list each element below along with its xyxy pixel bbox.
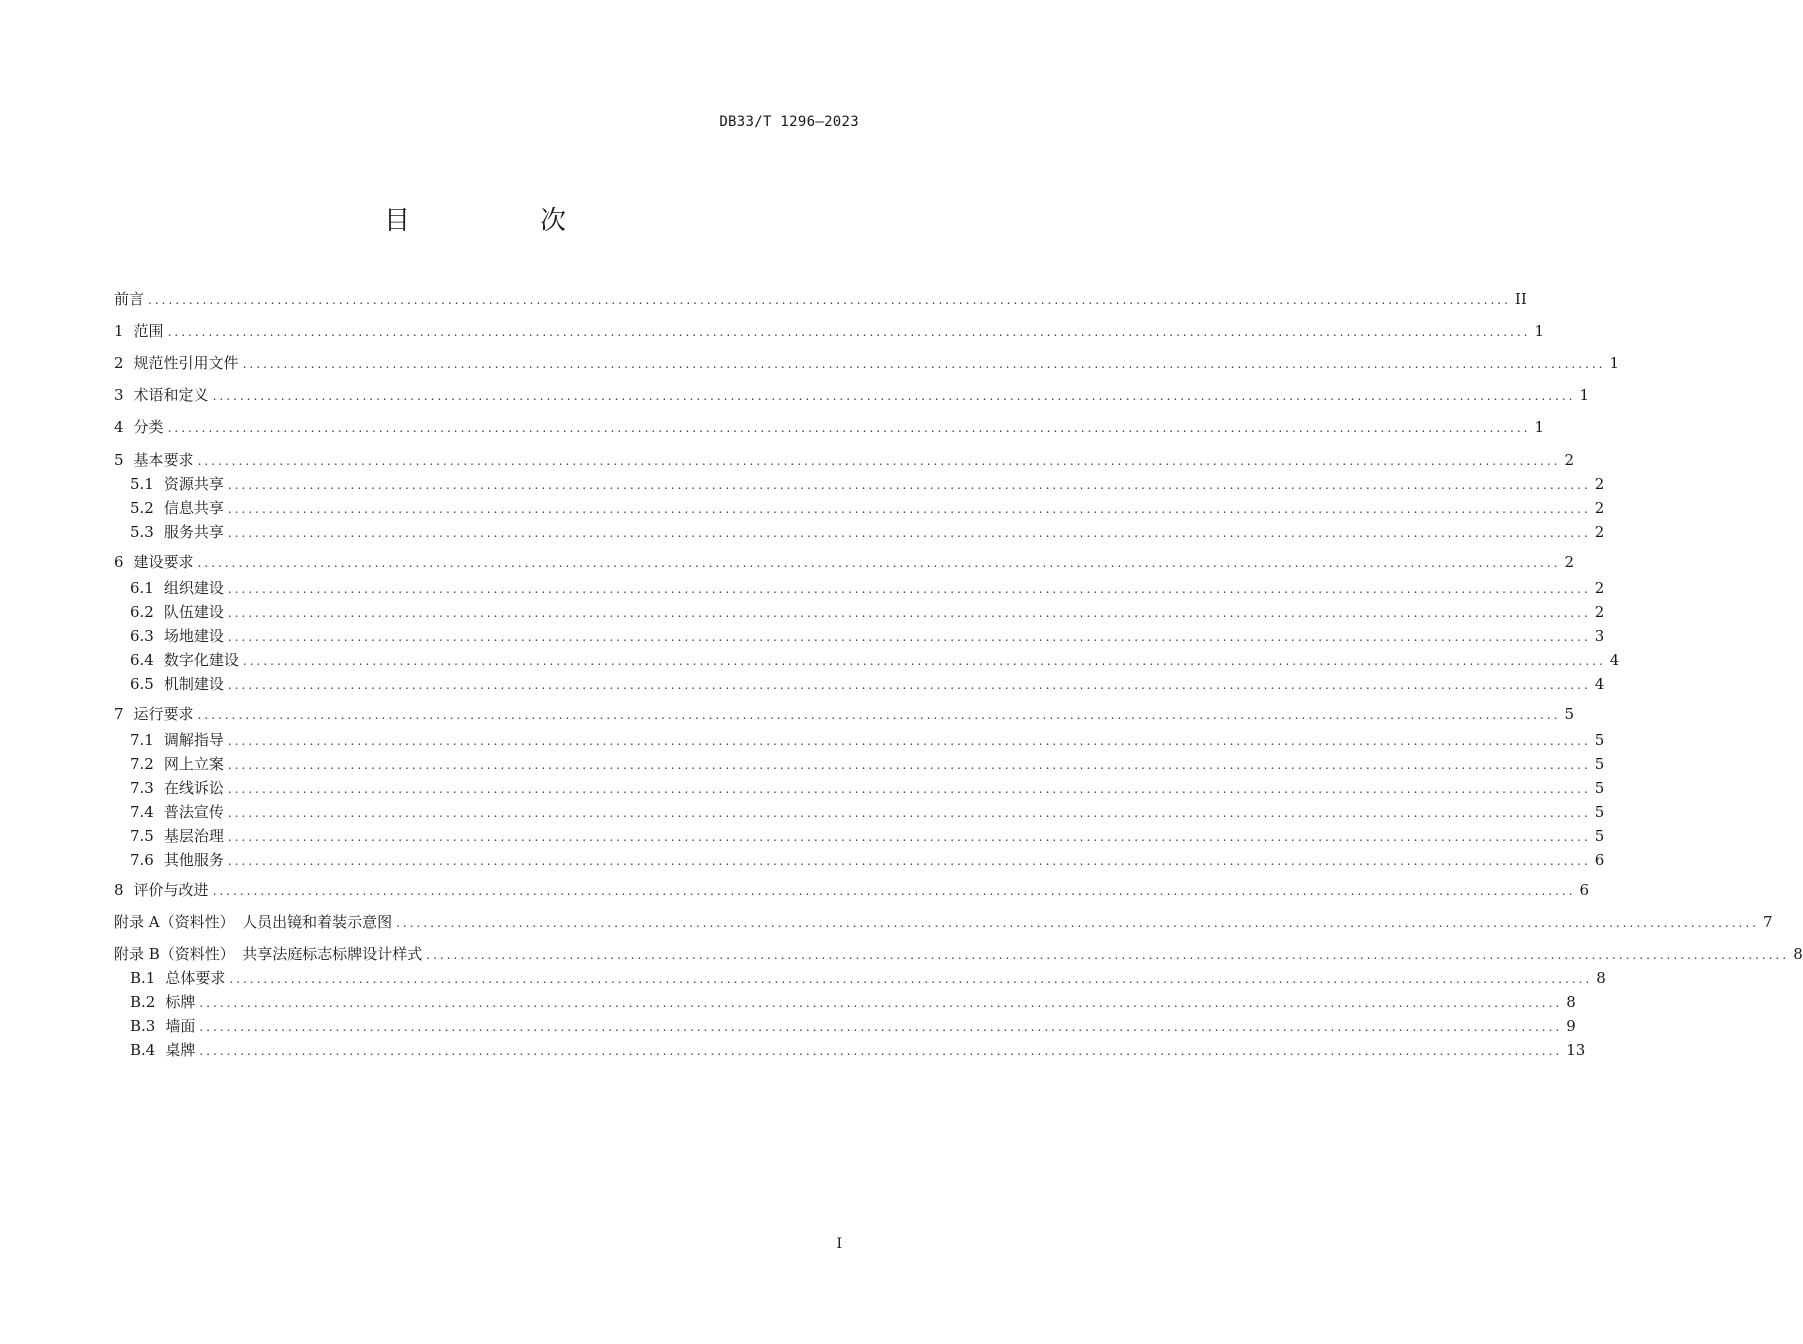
toc-leader-dots: ........................................................................................................................................................................................................	[227, 606, 1591, 620]
toc-entry-label: 建设要求	[133, 553, 194, 571]
toc-entry-page: 8	[1566, 993, 1576, 1011]
toc-entry-page: 6	[1594, 851, 1605, 869]
toc-leader-dots: ........................................................................................................................................................................................................	[229, 972, 1593, 986]
toc-leader-dots: ........................................................................................................................................................................................................	[197, 454, 1561, 468]
toc-entry-number: 4	[114, 418, 124, 436]
toc-leader-dots: ........................................................................................................................................................................................................	[199, 996, 1563, 1010]
toc-entry-number: 6	[114, 553, 124, 571]
toc-leader-dots: ........................................................................................................................................................................................................	[242, 654, 1606, 668]
toc-leader-dots: ........................................................................................................................................................................................................	[148, 293, 1511, 307]
toc-entry-label: 资源共享	[163, 475, 224, 493]
toc-entry-label: 基层治理	[163, 827, 224, 845]
document-code: DB33/T 1296—2023	[719, 114, 859, 130]
toc-entry-label: 机制建设	[163, 675, 224, 693]
toc-leader-dots: ........................................................................................................................................................................................................	[426, 948, 1790, 962]
toc-entry[interactable]	[130, 649, 1620, 671]
toc-entry-page: 3	[1594, 627, 1605, 645]
toc-leader-dots: ........................................................................................................................................................................................................	[199, 1044, 1563, 1058]
toc-entry-number: B.4	[130, 1041, 156, 1059]
toc-entry-page: 2	[1594, 475, 1605, 493]
toc-entry-page: 1	[1609, 354, 1619, 372]
toc-leader-dots: ........................................................................................................................................................................................................	[227, 502, 1591, 516]
toc-entry[interactable]	[130, 577, 1605, 599]
toc-leader-dots: ........................................................................................................................................................................................................	[396, 916, 1759, 930]
page-title: 目 次	[383, 206, 618, 236]
toc-entry-page: 2	[1594, 603, 1605, 621]
toc-entry-label: 调解指导	[163, 731, 224, 749]
toc-entry-number: 6.4	[130, 651, 154, 669]
toc-entry-number: 7.5	[130, 827, 154, 845]
toc-leader-dots: ........................................................................................................................................................................................................	[197, 708, 1561, 722]
toc-entry-number: 6.3	[130, 627, 154, 645]
toc-entry-number: 7.3	[130, 779, 154, 797]
toc-leader-dots: ........................................................................................................................................................................................................	[227, 526, 1591, 540]
toc-entry[interactable]	[130, 1015, 1576, 1037]
toc-entry-page: 5	[1594, 755, 1605, 773]
toc-entry-number: B.2	[130, 993, 156, 1011]
toc-leader-dots: ........................................................................................................................................................................................................	[212, 884, 1576, 898]
toc-entry-label: 分类	[133, 418, 164, 436]
toc-entry-label: 附录 A（资料性） 人员出镜和着装示意图	[114, 913, 393, 931]
toc-entry-number: 2	[114, 354, 124, 372]
toc-entry-page: 9	[1566, 1017, 1576, 1035]
toc-entry-page: 2	[1564, 451, 1574, 469]
toc-leader-dots: ........................................................................................................................................................................................................	[227, 678, 1591, 692]
toc-entry[interactable]	[114, 288, 1527, 310]
toc-entry-label: 附录 B（资料性） 共享法庭标志标牌设计样式	[114, 945, 423, 963]
toc-entry-label: 场地建设	[163, 627, 224, 645]
toc-entry-label: 前言	[114, 290, 145, 308]
toc-entry[interactable]	[130, 991, 1576, 1013]
toc-entry[interactable]	[130, 1039, 1586, 1061]
toc-leader-dots: ........................................................................................................................................................................................................	[227, 582, 1591, 596]
toc-leader-dots: ........................................................................................................................................................................................................	[197, 556, 1561, 570]
toc-entry-number: 7	[114, 705, 124, 723]
toc-entry-number: 5.2	[130, 499, 154, 517]
toc-entry-page: 1	[1579, 386, 1589, 404]
toc-leader-dots: ........................................................................................................................................................................................................	[227, 630, 1591, 644]
toc-entry-label: 桌牌	[165, 1041, 196, 1059]
toc-entry-page: 1	[1534, 418, 1544, 436]
toc-entry[interactable]	[114, 384, 1589, 406]
toc-entry-number: 5.3	[130, 523, 154, 541]
toc-entry-number: 5	[114, 451, 124, 469]
toc-entry-label: 队伍建设	[163, 603, 224, 621]
toc-entry-page: 5	[1594, 779, 1605, 797]
toc-entry-number: 6.1	[130, 579, 154, 597]
toc-entry[interactable]	[130, 521, 1605, 543]
toc-entry-label: 在线诉讼	[163, 779, 224, 797]
toc-entry-page: 2	[1594, 523, 1605, 541]
toc-entry[interactable]	[114, 416, 1544, 438]
toc-entry[interactable]	[114, 551, 1574, 573]
toc-entry-page: 2	[1564, 553, 1574, 571]
toc-entry-label: 组织建设	[163, 579, 224, 597]
toc-leader-dots: ........................................................................................................................................................................................................	[199, 1020, 1563, 1034]
toc-leader-dots: ........................................................................................................................................................................................................	[212, 389, 1576, 403]
toc-entry-label: 范围	[133, 322, 164, 340]
toc-entry[interactable]	[114, 911, 1773, 933]
toc-entry-page: II	[1514, 290, 1527, 308]
toc-entry-label: 数字化建设	[163, 651, 239, 669]
toc-entry[interactable]	[130, 497, 1605, 519]
toc-entry[interactable]	[130, 625, 1605, 647]
toc-entry-number: 3	[114, 386, 124, 404]
toc-entry-label: 服务共享	[163, 523, 224, 541]
toc-entry-label: 规范性引用文件	[133, 354, 239, 372]
toc-entry-number: B.1	[130, 969, 156, 987]
toc-entry[interactable]	[114, 320, 1544, 342]
toc-entry-page: 5	[1594, 803, 1605, 821]
toc-entry[interactable]	[130, 777, 1605, 799]
toc-entry-page: 2	[1594, 499, 1605, 517]
toc-entry-page: 8	[1596, 969, 1606, 987]
toc-leader-dots: ........................................................................................................................................................................................................	[167, 325, 1531, 339]
toc-entry-label: 运行要求	[133, 705, 194, 723]
toc-entry-page: 4	[1594, 675, 1605, 693]
toc-leader-dots: ........................................................................................................................................................................................................	[227, 758, 1591, 772]
toc-leader-dots: ........................................................................................................................................................................................................	[167, 421, 1531, 435]
toc-entry-label: 评价与改进	[133, 881, 209, 899]
toc-entry-label: 其他服务	[163, 851, 224, 869]
toc-entry-number: 1	[114, 322, 124, 340]
toc-entry-page: 6	[1579, 881, 1589, 899]
toc-leader-dots: ........................................................................................................................................................................................................	[242, 357, 1606, 371]
toc-entry-page: 8	[1793, 945, 1803, 963]
toc-entry-page: 2	[1594, 579, 1605, 597]
toc-entry[interactable]	[114, 879, 1589, 901]
toc-entry-number: B.3	[130, 1017, 156, 1035]
page-number: I	[836, 1236, 842, 1252]
toc-entry[interactable]	[114, 703, 1574, 725]
toc-entry-number: 6.5	[130, 675, 154, 693]
toc-entry-number: 7.6	[130, 851, 154, 869]
toc-entry-page: 4	[1609, 651, 1620, 669]
toc-entry[interactable]	[114, 449, 1574, 471]
toc-leader-dots: ........................................................................................................................................................................................................	[227, 854, 1591, 868]
toc-entry-label: 普法宣传	[163, 803, 224, 821]
toc-leader-dots: ........................................................................................................................................................................................................	[227, 478, 1591, 492]
toc-entry[interactable]	[130, 967, 1606, 989]
toc-entry-page: 13	[1566, 1041, 1586, 1059]
toc-entry-label: 网上立案	[163, 755, 224, 773]
toc-entry[interactable]	[130, 729, 1605, 751]
toc-entry[interactable]	[130, 673, 1605, 695]
toc-entry-label: 标牌	[165, 993, 196, 1011]
toc-leader-dots: ........................................................................................................................................................................................................	[227, 734, 1591, 748]
toc-entry-label: 总体要求	[165, 969, 226, 987]
toc-entry-label: 墙面	[165, 1017, 196, 1035]
toc-entry-number: 7.4	[130, 803, 154, 821]
toc-leader-dots: ........................................................................................................................................................................................................	[227, 782, 1591, 796]
toc-entry-number: 7.2	[130, 755, 154, 773]
toc-entry-page: 7	[1763, 913, 1773, 931]
toc-entry[interactable]	[114, 943, 1803, 965]
toc-entry[interactable]	[130, 473, 1605, 495]
toc-entry-page: 1	[1534, 322, 1544, 340]
toc-entry[interactable]	[130, 849, 1605, 871]
toc-entry-label: 信息共享	[163, 499, 224, 517]
toc-entry-label: 术语和定义	[133, 386, 209, 404]
toc-entry[interactable]	[130, 753, 1605, 775]
toc-entry-number: 6.2	[130, 603, 154, 621]
toc-entry-number: 5.1	[130, 475, 154, 493]
toc-leader-dots: ........................................................................................................................................................................................................	[227, 830, 1591, 844]
toc-entry[interactable]	[130, 801, 1605, 823]
toc-entry-page: 5	[1594, 827, 1605, 845]
toc-entry-page: 5	[1564, 705, 1574, 723]
toc-entry-number: 7.1	[130, 731, 154, 749]
toc-entry[interactable]	[130, 825, 1605, 847]
toc-entry-page: 5	[1594, 731, 1605, 749]
toc-leader-dots: ........................................................................................................................................................................................................	[227, 806, 1591, 820]
toc-entry-number: 8	[114, 881, 124, 899]
toc-entry-label: 基本要求	[133, 451, 194, 469]
toc-entry[interactable]	[114, 352, 1619, 374]
toc-entry[interactable]	[130, 601, 1605, 623]
